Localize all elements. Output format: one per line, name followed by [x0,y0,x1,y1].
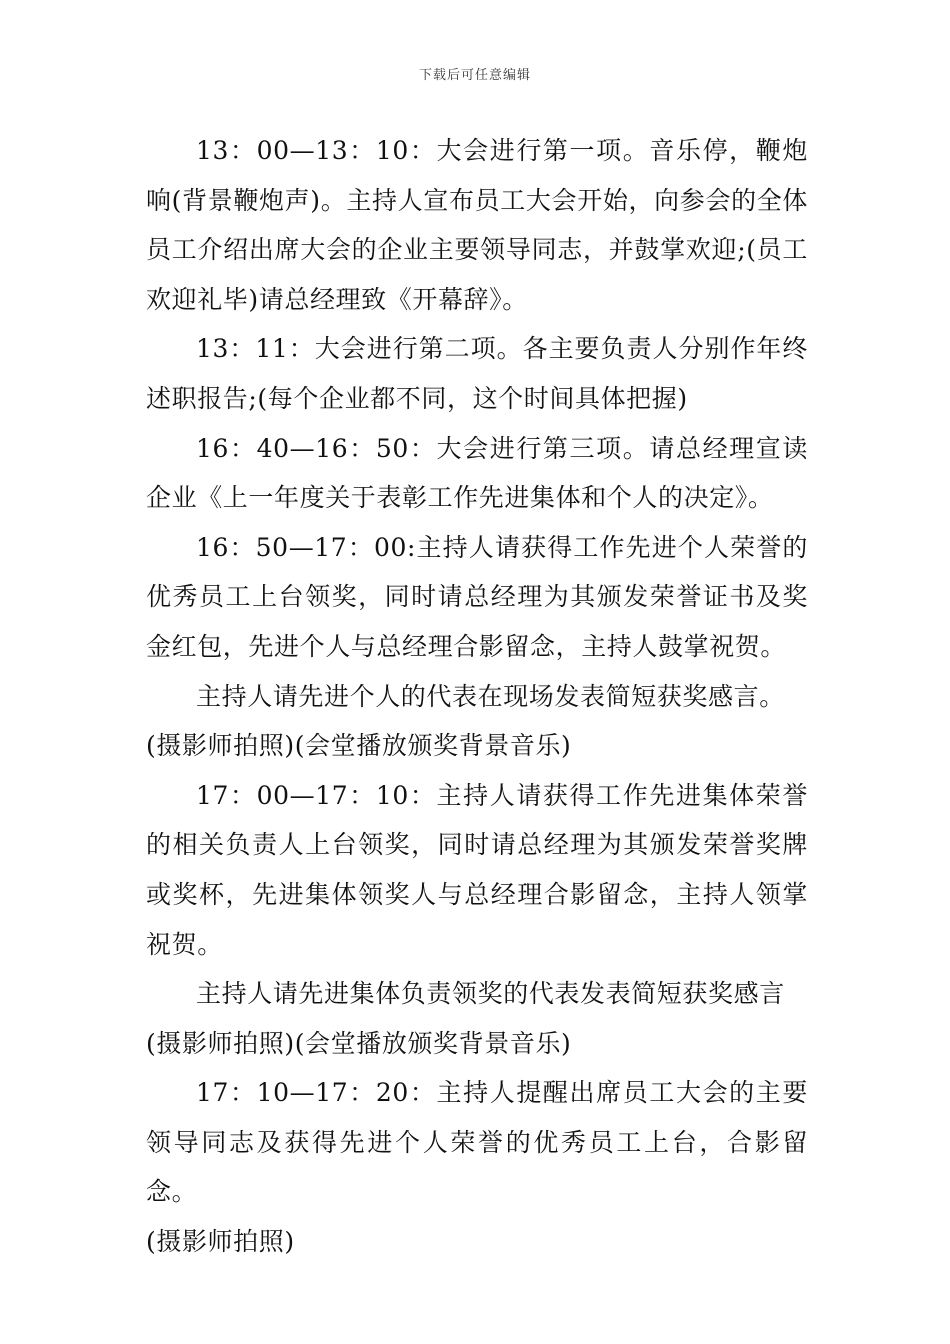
paragraph-item-4: 16：50—17：00:主持人请获得工作先进个人荣誉的优秀员工上台领奖，同时请总经理为其颁发荣誉证书及奖金红包，先进个人与总经理合影留念，主持人鼓掌祝贺。 [146,532,808,661]
paragraph-item-6: (摄影师拍照)(会堂播放颁奖背景音乐) [146,731,572,761]
paragraph-item-7: 17：00—17：10：主持人请获得工作先进集体荣誉的相关负责人上台领奖，同时请总经理为其颁发荣誉奖牌或奖杯，先进集体领奖人与总经理合影留念，主持人领掌祝贺。 [146,780,808,959]
page-header: 下载后可任意编辑 [418,68,531,83]
paragraph-item-2: 13：11：大会进行第二项。各主要负责人分别作年终述职报告;(每个企业都不同，这个时间具体把握) [146,334,808,413]
paragraph-item-9: (摄影师拍照)(会堂播放颁奖背景音乐) [146,1028,572,1058]
document-body [146,126,808,1267]
paragraph-item-11: (摄影师拍照) [146,1227,295,1257]
paragraph-item-5: 主持人请先进个人的代表在现场发表简短获奖感言。 [196,681,785,711]
paragraph-item-3: 16：40—16：50：大会进行第三项。请总经理宣读企业《上一年度关于表彰工作先进集体和个人的决定》。 [146,433,808,513]
paragraph-item-10: 17：10—17：20：主持人提醒出席员工大会的主要领导同志及获得先进个人荣誉的优秀员工上台，合影留念。 [146,1078,808,1207]
paragraph-item-1: 13：00—13：10：大会进行第一项。音乐停，鞭炮响(背景鞭炮声)。主持人宣布员工大会开始，向参会的全体员工介绍出席大会的企业主要领导同志，并鼓掌欢迎;(员工欢迎礼毕)请总经理致《开幕辞》。 [146,136,808,314]
paragraph-item-8: 主持人请先进集体负责领奖的代表发表简短获奖感言 [196,979,785,1009]
